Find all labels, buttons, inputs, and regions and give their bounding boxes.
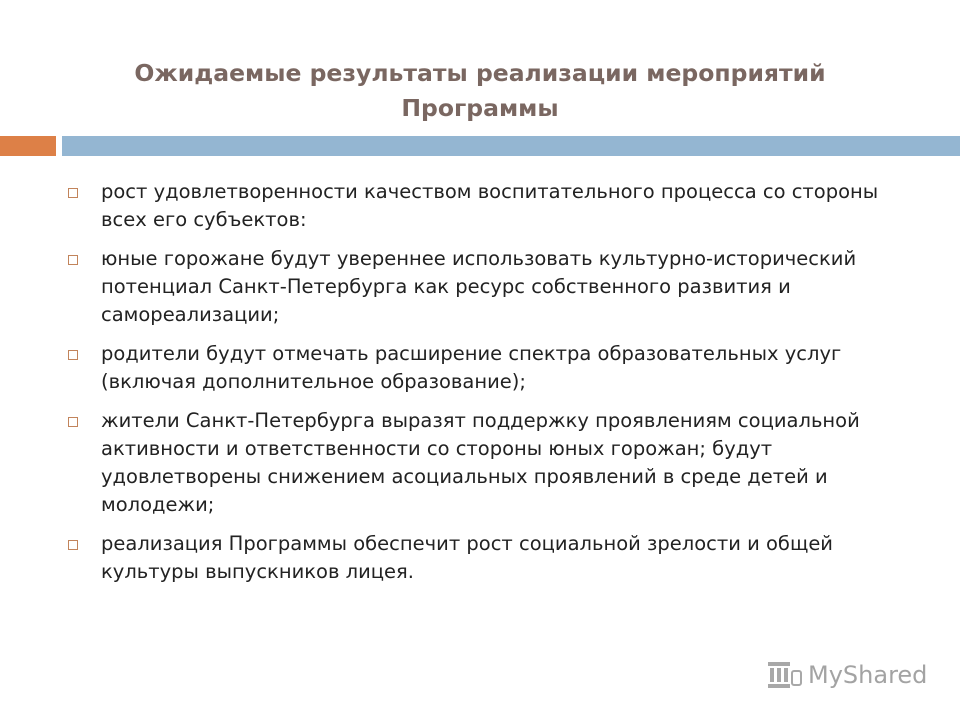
square-bullet-icon	[68, 188, 78, 198]
bullet-text: жители Санкт-Петербурга выразят поддержку проявлениям социальной активности и ответственности со стороны юных горожан; будут удовлетворены снижением асоциальных проявлений в среде детей и молодежи;	[101, 409, 860, 516]
bullet-item	[66, 178, 916, 234]
bullet-list	[66, 178, 916, 597]
slide-title-line-2: Программы	[401, 94, 559, 122]
bullet-item	[66, 245, 916, 329]
bullet-text: родители будут отмечать расширение спектра образовательных услуг (включая дополнительное образование);	[101, 342, 842, 393]
myshared-watermark	[766, 658, 927, 692]
slide-title	[60, 56, 900, 126]
square-bullet-icon	[68, 255, 78, 265]
bullet-item	[66, 530, 916, 586]
myshared-logo-icon	[766, 659, 802, 691]
bullet-text: рост удовлетворенности качеством воспитательного процесса со стороны всех его субъектов:	[101, 180, 879, 231]
bullet-text: юные горожане будут увереннее использовать культурно-исторический потенциал Санкт-Петербурга как ресурс собственного развития и самореализации;	[101, 247, 857, 326]
square-bullet-icon	[68, 350, 78, 360]
slide-title-line-1: Ожидаемые результаты реализации мероприятий	[134, 59, 826, 87]
bullet-item	[66, 340, 916, 396]
bullet-item	[66, 407, 916, 519]
accent-bar-blue	[62, 136, 960, 156]
bullet-text: реализация Программы обеспечит рост социальной зрелости и общей культуры выпускников лицея.	[101, 532, 833, 583]
square-bullet-icon	[68, 540, 78, 550]
accent-bar-orange	[0, 136, 56, 156]
square-bullet-icon	[68, 417, 78, 427]
myshared-watermark-text: MyShared	[808, 661, 928, 689]
